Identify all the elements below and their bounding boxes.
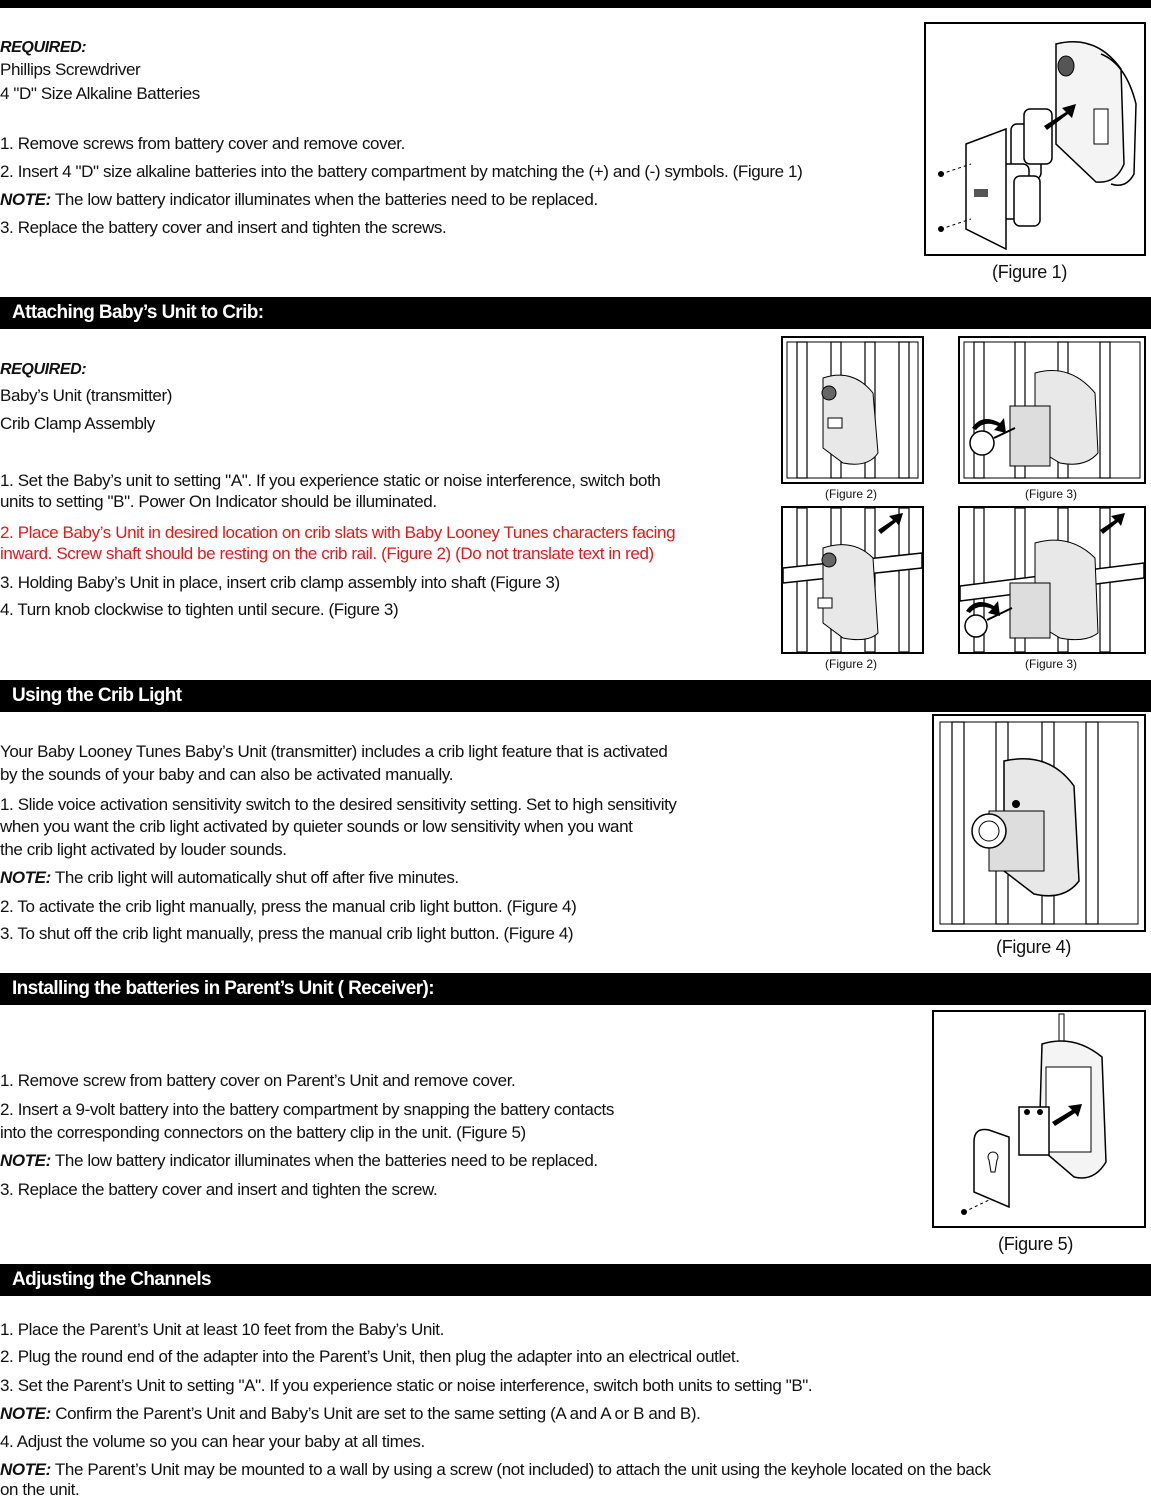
figure-3-rail-illustration [958, 506, 1146, 654]
required-item: Baby’s Unit (transmitter) [0, 386, 173, 405]
instruction-step: 1. Remove screw from battery cover on Parent’s Unit and remove cover. [0, 1071, 516, 1090]
figure-2-caption: (Figure 2) [825, 657, 878, 671]
note [0, 868, 459, 888]
note-text: The low battery indicator illuminates when the batteries need to be replaced. [50, 1151, 598, 1170]
note-text: The low battery indicator illuminates when the batteries need to be replaced. [50, 190, 598, 209]
instruction-step: into the corresponding connectors on the battery clip in the unit. (Figure 5) [0, 1123, 526, 1142]
section-title: Using the Crib Light [12, 685, 182, 706]
instruction-step: 2. Insert 4 "D" size alkaline batteries into the battery compartment by matching the (+) and (-) symbols. (Figure 1) [0, 162, 803, 181]
instruction-step: units to setting "B". Power On Indicator should be illuminated. [0, 492, 437, 511]
instruction-step: 4. Adjust the volume so you can hear your baby at all times. [0, 1432, 425, 1451]
note-text: Confirm the Parent’s Unit and Baby’s Unit are set to the same setting (A and A or B and B). [50, 1404, 701, 1423]
section-header-attaching [0, 297, 1151, 329]
instruction-step-red: 2. Place Baby’s Unit in desired location on crib slats with Baby Looney Tunes characters facing [0, 523, 676, 542]
note [0, 190, 598, 210]
section-title: Attaching Baby’s Unit to Crib: [12, 302, 264, 323]
note-text: The crib light will automatically shut off after five minutes. [50, 868, 459, 887]
figure-5-caption: (Figure 5) [998, 1234, 1074, 1254]
note-label: NOTE: [0, 868, 51, 887]
figure-1-caption: (Figure 1) [992, 262, 1068, 282]
instruction-step: 3. To shut off the crib light manually, press the manual crib light button. (Figure 4) [0, 924, 574, 943]
instruction-step: 1. Remove screws from battery cover and remove cover. [0, 134, 405, 153]
required-label: REQUIRED: [0, 39, 87, 56]
instruction-step: when you want the crib light activated by quieter sounds or low sensitivity when you want [0, 817, 633, 836]
figure-4-crib-light-illustration [932, 714, 1146, 932]
intro-text: by the sounds of your baby and can also be activated manually. [0, 765, 454, 784]
instruction-step: 1. Place the Parent’s Unit at least 10 feet from the Baby’s Unit. [0, 1320, 444, 1339]
figure-3-crib-illustration [958, 336, 1146, 484]
section-header-parent-batteries [0, 973, 1151, 1005]
figure-1-battery-illustration [924, 22, 1146, 256]
note-text: The Parent’s Unit may be mounted to a wall by using a screw (not included) to attach the unit using the keyhole located on the back [50, 1460, 991, 1479]
top-section-bar [0, 0, 1151, 8]
figure-2-rail-illustration [781, 506, 924, 654]
note-continuation: on the unit. [0, 1480, 80, 1499]
note [0, 1460, 991, 1480]
note [0, 1404, 700, 1424]
figure-3-caption: (Figure 3) [1025, 657, 1078, 671]
instruction-step: 4. Turn knob clockwise to tighten until secure. (Figure 3) [0, 600, 399, 619]
instruction-step: the crib light activated by louder sounds. [0, 840, 287, 859]
instruction-step: 2. To activate the crib light manually, press the manual crib light button. (Figure 4) [0, 897, 577, 916]
instruction-step: 3. Set the Parent’s Unit to setting "A". If you experience static or noise interference, switch both units to setting "B". [0, 1376, 813, 1395]
section-title: Adjusting the Channels [12, 1269, 211, 1290]
required-item: Crib Clamp Assembly [0, 414, 155, 433]
instruction-step: 3. Replace the battery cover and insert and tighten the screw. [0, 1180, 438, 1199]
section-header-crib-light [0, 680, 1151, 712]
section-title: Installing the batteries in Parent’s Unit ( Receiver): [12, 978, 434, 999]
required-label: REQUIRED: [0, 361, 87, 378]
figure-2-caption: (Figure 2) [825, 487, 878, 501]
note [0, 1151, 598, 1171]
required-item: Phillips Screwdriver [0, 60, 141, 79]
required-item: 4 "D" Size Alkaline Batteries [0, 84, 200, 103]
note-label: NOTE: [0, 1460, 51, 1479]
intro-text: Your Baby Looney Tunes Baby’s Unit (transmitter) includes a crib light feature that is activated [0, 742, 668, 761]
instruction-step: 3. Replace the battery cover and insert and tighten the screws. [0, 218, 447, 237]
instruction-step: 3. Holding Baby’s Unit in place, insert crib clamp assembly into shaft (Figure 3) [0, 573, 560, 592]
note-label: NOTE: [0, 1404, 51, 1423]
figure-5-parent-battery-illustration [932, 1010, 1146, 1228]
instruction-step: 1. Set the Baby’s unit to setting "A". If you experience static or noise interference, switch both [0, 471, 661, 490]
section-header-channels [0, 1264, 1151, 1296]
figure-4-caption: (Figure 4) [996, 937, 1072, 957]
instruction-step: 1. Slide voice activation sensitivity switch to the desired sensitivity setting. Set to high sensitivity [0, 795, 677, 814]
note-label: NOTE: [0, 190, 51, 209]
figure-3-caption: (Figure 3) [1025, 487, 1078, 501]
instruction-step: 2. Plug the round end of the adapter into the Parent’s Unit, then plug the adapter into an electrical outlet. [0, 1347, 740, 1366]
figure-2-crib-illustration [781, 336, 924, 484]
note-label: NOTE: [0, 1151, 51, 1170]
instruction-step-red: inward. Screw shaft should be resting on the crib rail. (Figure 2) (Do not translate text in red) [0, 544, 654, 563]
instruction-step: 2. Insert a 9-volt battery into the battery compartment by snapping the battery contacts [0, 1100, 614, 1119]
